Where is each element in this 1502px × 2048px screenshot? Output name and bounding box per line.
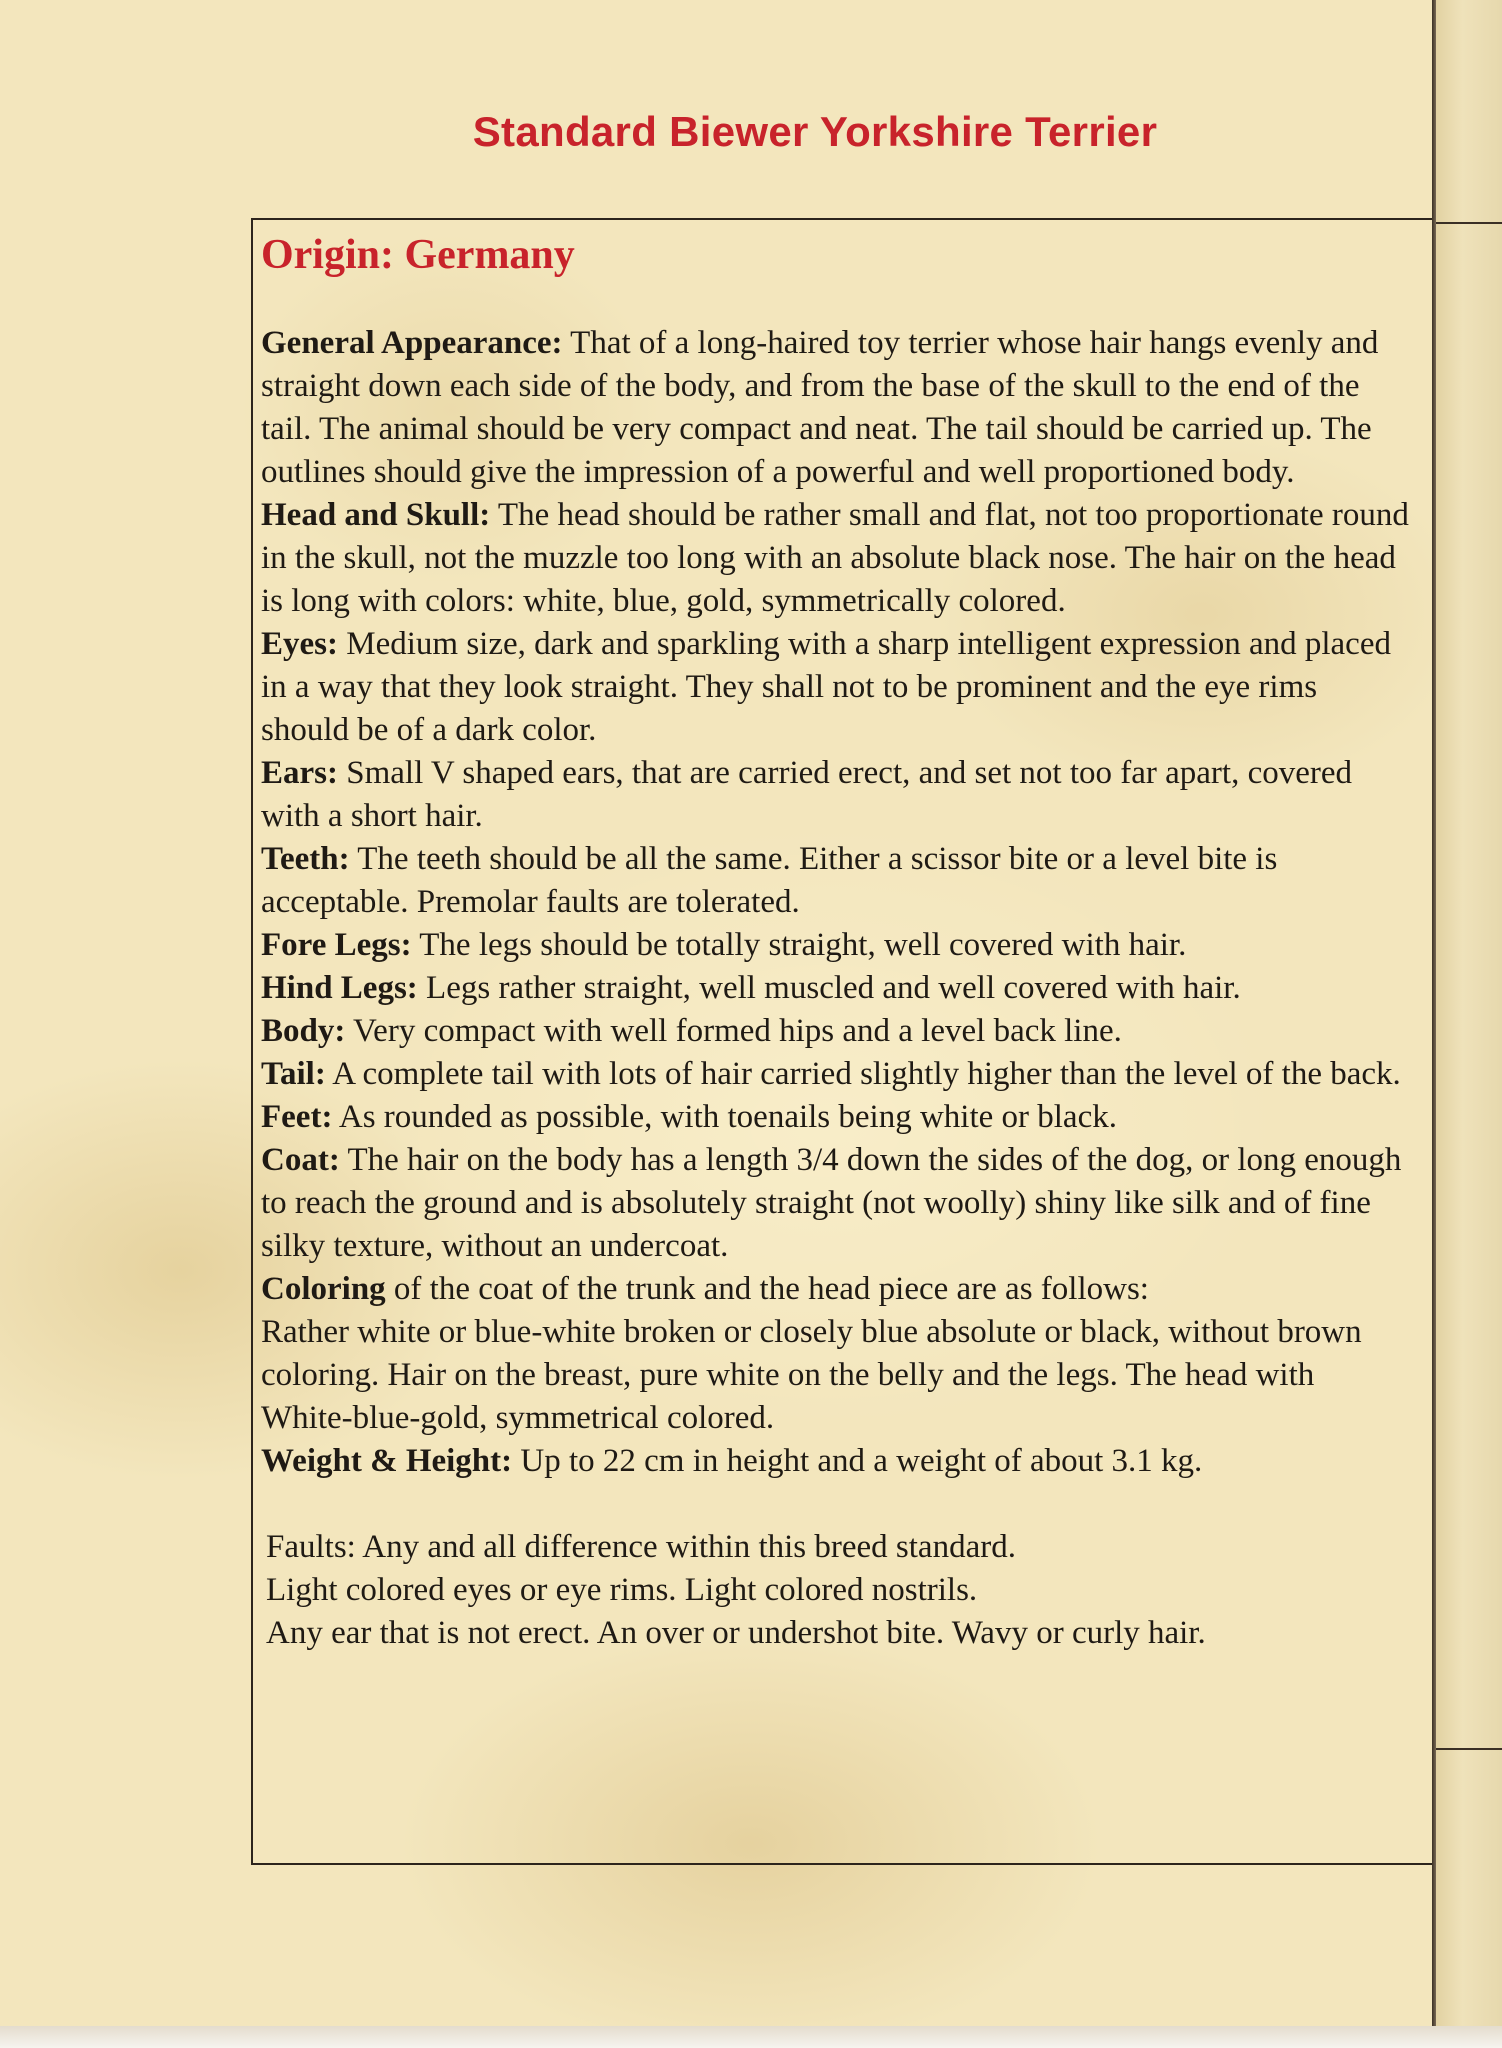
section-text: The head should be rather small and flat, not too proportionate round in the skull, not the muzzle too long with an absolute black nose. The hair on the head is long with colors: white, blue, gold, symmetrically colored. [261,497,1409,619]
section-text: Legs rather straight, well muscled and well covered with hair. [417,970,1241,1006]
section-label: Weight & Height: [261,1443,513,1479]
faults-list [261,1526,1432,1655]
standard-sections [261,322,1411,1483]
fault-line: Faults: Any and all difference within this breed standard. [266,1529,1016,1565]
section-label: Head and Skull: [261,497,491,533]
section-coat [261,1139,1411,1268]
section-label: Hind Legs: [261,970,418,1006]
section-text: Very compact with well formed hips and a level back line. [345,1013,1122,1049]
section-text: Small V shaped ears, that are carried erect, and set not too far apart, covered with a short hair. [261,755,1353,834]
section-teeth [261,838,1411,924]
section-text: A complete tail with lots of hair carried slightly higher than the level of the back. [325,1056,1401,1092]
section-label: General Appearance: [261,325,563,361]
section-hind-legs [261,967,1411,1010]
section-text: The teeth should be all the same. Either a scissor bite or a level bite is acceptable. Premolar faults are tolerated. [261,841,1278,920]
section-ears [261,752,1411,838]
origin-heading: Origin: Germany [261,232,575,278]
section-text: Rather white or blue-white broken or closely blue absolute or black, without brown coloring. Hair on the breast, pure white on the belly and the legs. The head with White-blue-gold, symmetrical colored. [261,1314,1362,1436]
section-text: Up to 22 cm in height and a weight of about 3.1 kg. [512,1443,1203,1479]
section-tail [261,1053,1411,1096]
section-weight-height [261,1440,1411,1483]
section-label: Teeth: [261,841,350,877]
adjacent-page [1436,0,1502,2048]
section-coloring-detail [261,1311,1411,1440]
section-text: That of a long-haired toy terrier whose hair hangs evenly and straight down each side of the body, and from the base of the skull to the end of the tail. The animal should be very compact and neat. The tail should be carried up. The outlines should give the impression of a powerful and well proportioned body. [261,325,1379,490]
adjacent-page-rule-bottom [1436,1748,1502,1750]
section-label: Coloring [261,1271,386,1307]
section-label: Ears: [261,755,338,791]
section-eyes [261,623,1411,752]
section-text: The legs should be totally straight, well covered with hair. [411,927,1187,963]
section-label: Feet: [261,1099,333,1135]
section-text: Medium size, dark and sparkling with a sharp intelligent expression and placed in a way that they look straight. They shall not to be prominent and the eye rims should be of a dark color. [261,626,1391,748]
fault-line: Any ear that is not erect. An over or undershot bite. Wavy or curly hair. [266,1615,1206,1651]
section-feet [261,1096,1411,1139]
section-coloring [261,1268,1411,1311]
section-text: of the coat of the trunk and the head piece are as follows: [385,1271,1149,1307]
breed-standard-box [251,218,1432,1865]
section-body [261,1010,1411,1053]
section-label: Body: [261,1013,346,1049]
scan-bottom-strip [0,2026,1502,2048]
page-title: Standard Biewer Yorkshire Terrier [472,108,1158,155]
fault-line: Light colored eyes or eye rims. Light colored nostrils. [266,1572,978,1608]
section-text: As rounded as possible, with toenails being white or black. [332,1099,1117,1135]
section-text: The hair on the body has a length 3/4 down the sides of the dog, or long enough to reach the ground and is absolutely straight (not woolly) shiny like silk and of fine silky texture, without an undercoat. [261,1142,1402,1264]
section-fore-legs [261,924,1411,967]
section-label: Fore Legs: [261,927,412,963]
section-label: Eyes: [261,626,338,662]
page-fold-edge [1432,0,1436,2048]
section-label: Tail: [261,1056,326,1092]
adjacent-page-rule-top [1436,222,1502,224]
section-general-appearance [261,322,1411,494]
section-head-and-skull [261,494,1411,623]
section-label: Coat: [261,1142,340,1178]
